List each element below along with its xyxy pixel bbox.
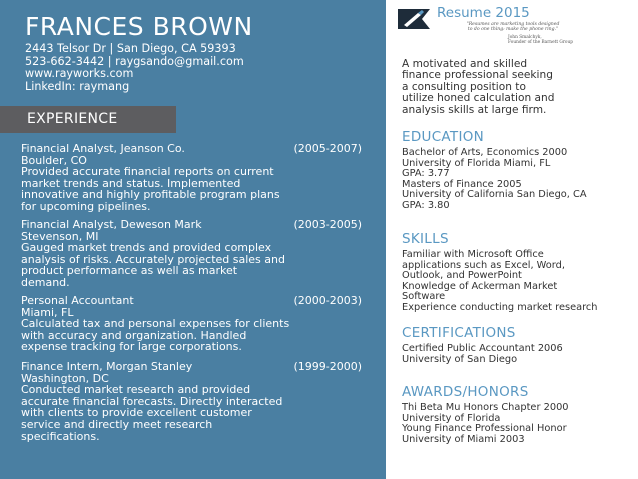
- quote-author: [508, 35, 573, 45]
- job-desc-line: for upcoming pipelines.: [21, 199, 151, 213]
- award-line: Young Finance Professional Honor: [402, 423, 567, 435]
- job-desc-line: accurate financial forecasts. Directly interacted: [21, 394, 283, 408]
- certification-line: Certified Public Accountant 2006: [402, 343, 563, 354]
- summary-line: utilize honed calculation and: [402, 92, 555, 105]
- contact-website: www.rayworks.com: [25, 67, 134, 80]
- job-desc-line: specifications.: [21, 429, 100, 443]
- job-entry: [21, 219, 366, 289]
- job-location: Stevenson, MI: [21, 229, 99, 243]
- skills-heading: SKILLS: [402, 231, 449, 247]
- skills-line: Familiar with Microsoft Office: [402, 249, 544, 260]
- certifications-section: [402, 344, 638, 365]
- job-desc-line: Provided accurate financial reports on current: [21, 165, 274, 179]
- certifications-heading: CERTIFICATIONS: [402, 325, 516, 341]
- education-line: GPA: 3.77: [402, 168, 450, 180]
- certification-line: University of San Diego: [402, 353, 518, 365]
- job-desc-line: Gauged market trends and provided complex: [21, 241, 272, 255]
- job-desc-line: innovative and highly profitable program plans: [21, 188, 280, 202]
- job-desc-line: expense tracking for large corporations.: [21, 340, 242, 354]
- skills-section: [402, 250, 638, 314]
- summary-line: finance professional seeking: [402, 69, 553, 82]
- summary-line: A motivated and skilled: [402, 58, 528, 70]
- summary: [402, 59, 582, 116]
- award-line: Thi Beta Mu Honors Chapter 2000: [402, 402, 569, 413]
- job-location: Washington, DC: [21, 371, 109, 385]
- awards-heading: AWARDS/HONORS: [402, 384, 529, 400]
- summary-line: analysis skills at large firm.: [402, 103, 547, 116]
- award-line: University of Florida: [402, 412, 501, 424]
- education-line: Bachelor of Arts, Economics 2000: [402, 147, 568, 158]
- job-desc-line: service and directly meet research: [21, 417, 213, 431]
- quote-line: "Resumes are marketing tools designed: [466, 22, 560, 27]
- contact-address: 2443 Telsor Dr | San Diego, CA 59393: [25, 42, 236, 55]
- quote-line: to do one thing: make the phone ring.": [467, 27, 559, 33]
- job-dates: (2000-2003): [293, 294, 362, 307]
- job-desc-line: market trends and status. Implemented: [21, 176, 241, 190]
- job-desc-line: product performance as well as market: [21, 264, 238, 278]
- job-desc-line: analysis of risks. Accurately projected sales and: [21, 252, 285, 266]
- contact-linkedin: LinkedIn: raymang: [25, 79, 130, 93]
- brand-quote: [443, 22, 583, 32]
- contact-phone-email: 523-662-3442 | raygsando@gmail.com: [25, 54, 244, 68]
- job-role: Financial Analyst, Jeanson Co.: [21, 142, 185, 155]
- education-line: Masters of Finance 2005: [402, 178, 522, 190]
- job-dates: (2003-2005): [293, 218, 362, 231]
- job-desc-line: Conducted market research and provided: [21, 383, 251, 397]
- job-dates: (2005-2007): [293, 142, 362, 155]
- job-role: Personal Accountant: [21, 294, 134, 307]
- awards-section: [402, 403, 638, 445]
- job-role: Finance Intern, Morgan Stanley: [21, 360, 193, 373]
- education-line: GPA: 3.80: [402, 199, 450, 211]
- job-location: Miami, FL: [21, 305, 74, 319]
- job-entry: [21, 143, 366, 213]
- education-heading: EDUCATION: [402, 129, 485, 145]
- job-location: Boulder, CO: [21, 153, 87, 167]
- job-desc-line: with clients to provide excellent customer: [21, 406, 252, 420]
- skills-line: applications such as Excel, Word,: [402, 259, 565, 271]
- skills-line: Software: [402, 291, 446, 303]
- candidate-name: FRANCES BROWN: [25, 12, 253, 41]
- job-desc-line: with accuracy and organization. Handled: [21, 328, 247, 342]
- education-line: University of Florida Miami, FL: [402, 157, 551, 169]
- job-entry: [21, 295, 366, 353]
- job-role: Financial Analyst, Deweson Mark: [21, 218, 202, 231]
- skills-line: Experience conducting market research: [402, 301, 598, 313]
- skills-line: Knowledge of Ackerman Market: [402, 280, 558, 292]
- summary-line: a consulting position to: [402, 80, 526, 93]
- experience-heading: EXPERIENCE: [0, 106, 176, 133]
- job-dates: (1999-2000): [293, 360, 362, 373]
- job-entry: [21, 361, 366, 442]
- education-line: University of California San Diego, CA: [402, 189, 587, 201]
- education-section: [402, 148, 638, 212]
- job-desc-line: demand.: [21, 275, 70, 289]
- contact-info: [25, 43, 244, 93]
- skills-line: Outlook, and PowerPoint: [402, 270, 522, 282]
- quote-author-name: John Smalchyk,: [508, 35, 542, 40]
- job-desc-line: Calculated tax and personal expenses for clients: [21, 317, 290, 331]
- award-line: University of Miami 2003: [402, 433, 525, 445]
- quote-author-title: Founder of the Barnett Group: [508, 40, 574, 45]
- pen-logo-icon: [396, 6, 434, 32]
- resume-brand-title: Resume 2015: [437, 5, 530, 21]
